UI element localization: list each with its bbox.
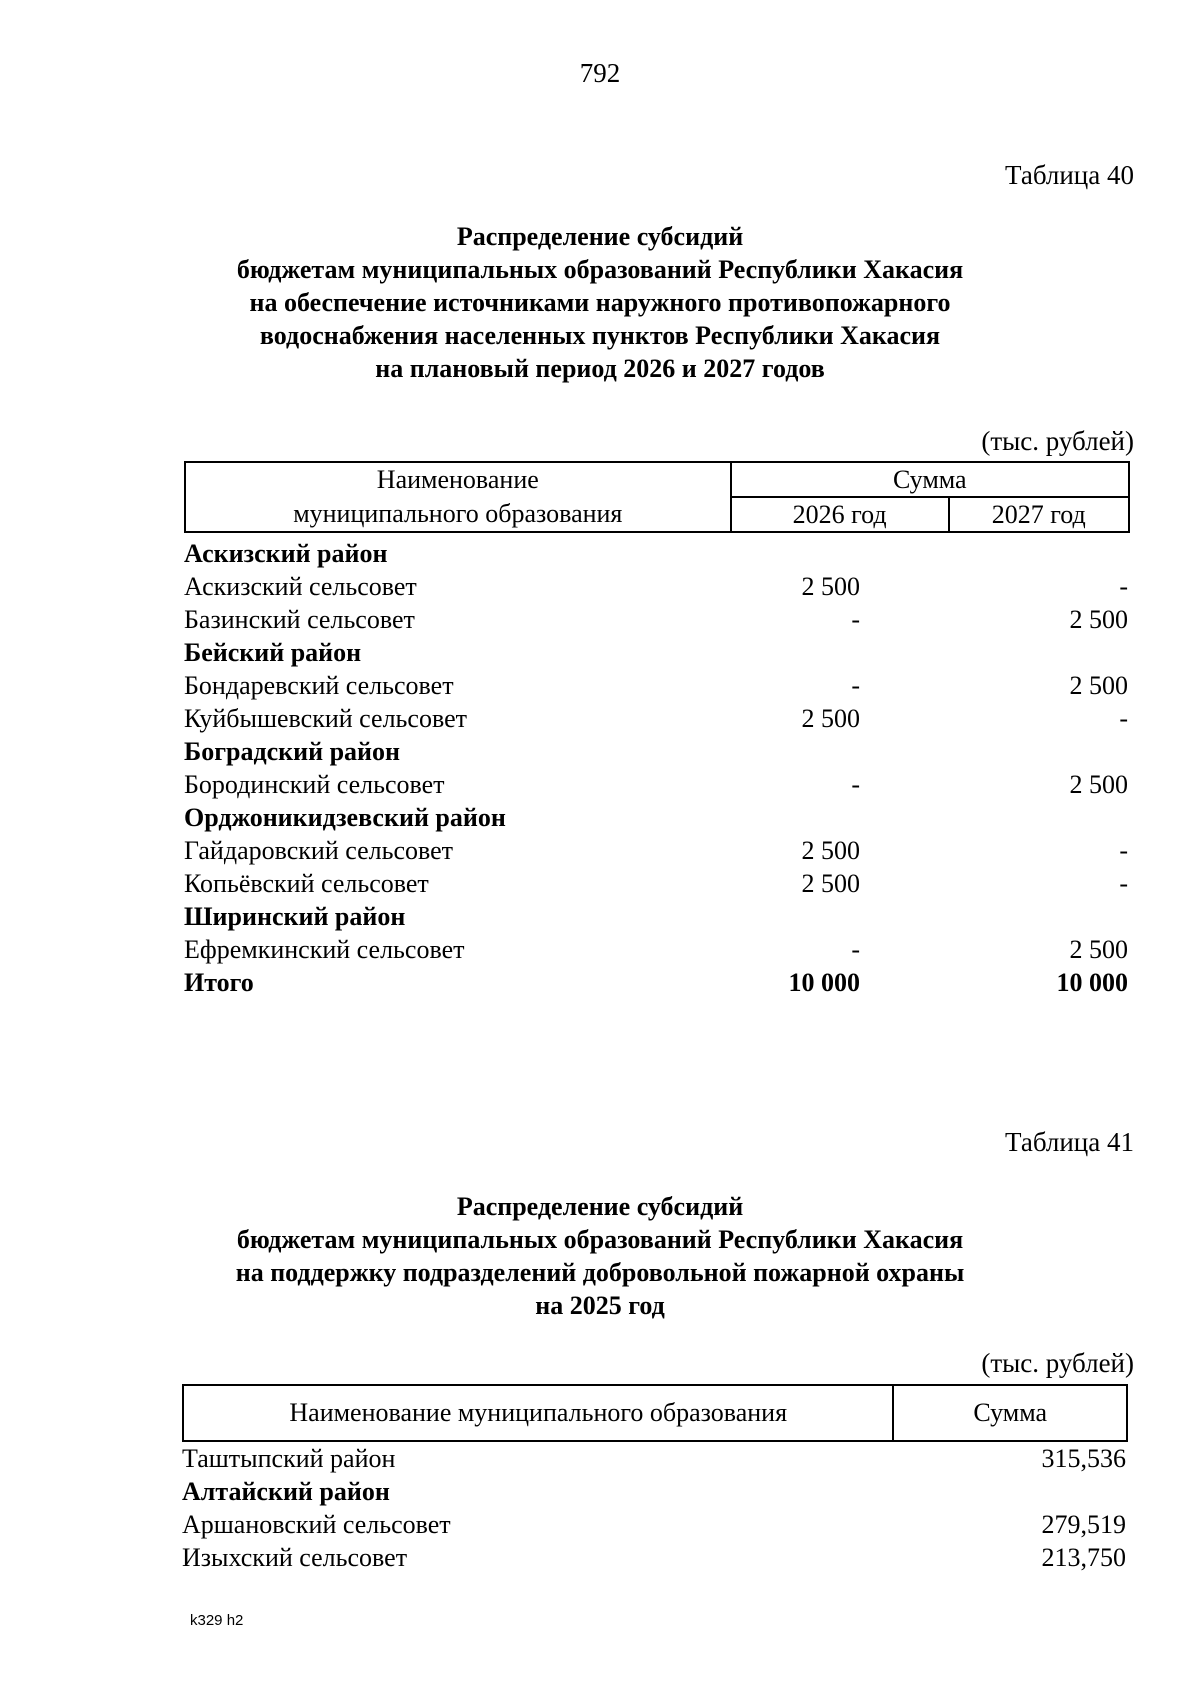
- table-41-header-name: Наименование муниципального образования: [183, 1385, 893, 1441]
- table-row-group: [184, 801, 1130, 834]
- row-name: Аскизский сельсовет: [184, 572, 417, 601]
- row-value-2027: 2 500: [1069, 671, 1128, 700]
- table-41-title-line: Распределение субсидий: [456, 1192, 744, 1221]
- table-40-label: Таблица 40: [1005, 160, 1134, 190]
- table-row: [184, 867, 1130, 900]
- row-value-2026: -: [851, 935, 860, 964]
- table-row: [184, 834, 1130, 867]
- row-value-2026: 2 500: [801, 704, 860, 733]
- row-name: Боградский район: [184, 737, 401, 766]
- table-40-units: (тыс. рублей): [981, 426, 1134, 456]
- table-row-group: [184, 537, 1130, 570]
- table-41-title: [0, 1190, 1200, 1322]
- table-row: [184, 603, 1130, 636]
- table-40-header-name-line1: Наименование: [376, 465, 539, 494]
- table-40-header-name-cell: [185, 462, 731, 532]
- table-row-group: [184, 900, 1130, 933]
- table-41-header-sum: Сумма: [893, 1385, 1127, 1441]
- row-value-2026: 2 500: [801, 572, 860, 601]
- row-value: 213,750: [1041, 1543, 1126, 1572]
- row-value-2026: -: [851, 671, 860, 700]
- table-row: [184, 669, 1130, 702]
- table-40-header-2027: 2027 год: [949, 497, 1129, 532]
- row-value-2027: -: [1119, 869, 1128, 898]
- row-value-2027: 2 500: [1069, 935, 1128, 964]
- row-value-2027: 2 500: [1069, 770, 1128, 799]
- table-41-header: [182, 1384, 1128, 1442]
- row-name: Изыхский сельсовет: [182, 1543, 408, 1572]
- row-name: Бородинский сельсовет: [184, 770, 445, 799]
- table-41-title-line: на 2025 год: [535, 1291, 665, 1320]
- table-row: [184, 768, 1130, 801]
- table-41-title-line: на поддержку подразделений добровольной пожарной охраны: [235, 1258, 965, 1287]
- table-40-header-name-line2: муниципального образования: [293, 499, 623, 528]
- row-name: Ефремкинский сельсовет: [184, 935, 465, 964]
- row-name: Алтайский район: [182, 1477, 390, 1506]
- table-40-title-line: на обеспечение источниками наружного противопожарного: [249, 288, 951, 317]
- row-name: Таштыпский район: [182, 1444, 396, 1473]
- row-name: Орджоникидзевский район: [184, 803, 506, 832]
- row-name: Базинский сельсовет: [184, 605, 415, 634]
- row-value: 315,536: [1041, 1444, 1126, 1473]
- table-row: [182, 1442, 1128, 1475]
- table-40-header: [184, 461, 1130, 533]
- row-name: Копьёвский сельсовет: [184, 869, 429, 898]
- row-value-2026: 2 500: [801, 836, 860, 865]
- table-40-title-line: на плановый период 2026 и 2027 годов: [375, 354, 825, 383]
- table-row-group: [184, 636, 1130, 669]
- footer-code: k329 h2: [190, 1612, 244, 1629]
- table-row-group: [182, 1475, 1128, 1508]
- row-name: Гайдаровский сельсовет: [184, 836, 454, 865]
- row-name: Ширинский район: [184, 902, 406, 931]
- table-row-group: [184, 735, 1130, 768]
- table-row-group: [184, 966, 1130, 999]
- table-41-label: Таблица 41: [1005, 1127, 1134, 1157]
- row-value-2027: 10 000: [1056, 968, 1128, 997]
- row-name: Бондаревский сельсовет: [184, 671, 454, 700]
- table-row: [182, 1541, 1128, 1574]
- table-40-body: [184, 537, 1130, 999]
- row-name: Итого: [184, 968, 254, 997]
- table-41-units: (тыс. рублей): [981, 1348, 1134, 1378]
- row-name: Аскизский район: [184, 539, 388, 568]
- table-40-title: [0, 220, 1200, 385]
- table-40-title-line: бюджетам муниципальных образований Республики Хакасия: [236, 255, 964, 284]
- row-value-2026: -: [851, 605, 860, 634]
- page-number: 792: [579, 58, 621, 88]
- row-value-2027: -: [1119, 572, 1128, 601]
- table-row: [182, 1508, 1128, 1541]
- row-name: Аршановский сельсовет: [182, 1510, 451, 1539]
- table-row: [184, 702, 1130, 735]
- table-41-body: [182, 1442, 1128, 1574]
- table-41-title-line: бюджетам муниципальных образований Республики Хакасия: [236, 1225, 964, 1254]
- row-value-2026: 2 500: [801, 869, 860, 898]
- table-row: [184, 933, 1130, 966]
- row-value-2026: 10 000: [788, 968, 860, 997]
- table-row: [184, 570, 1130, 603]
- row-value-2027: 2 500: [1069, 605, 1128, 634]
- row-value-2027: -: [1119, 836, 1128, 865]
- row-value-2027: -: [1119, 704, 1128, 733]
- row-name: Куйбышевский сельсовет: [184, 704, 467, 733]
- table-40-header-sum: Сумма: [731, 462, 1129, 497]
- table-40-title-line: Распределение субсидий: [456, 222, 744, 251]
- row-value-2026: -: [851, 770, 860, 799]
- table-40-title-line: водоснабжения населенных пунктов Республики Хакасия: [259, 321, 941, 350]
- table-40-header-2026: 2026 год: [731, 497, 949, 532]
- row-name: Бейский район: [184, 638, 362, 667]
- row-value: 279,519: [1041, 1510, 1126, 1539]
